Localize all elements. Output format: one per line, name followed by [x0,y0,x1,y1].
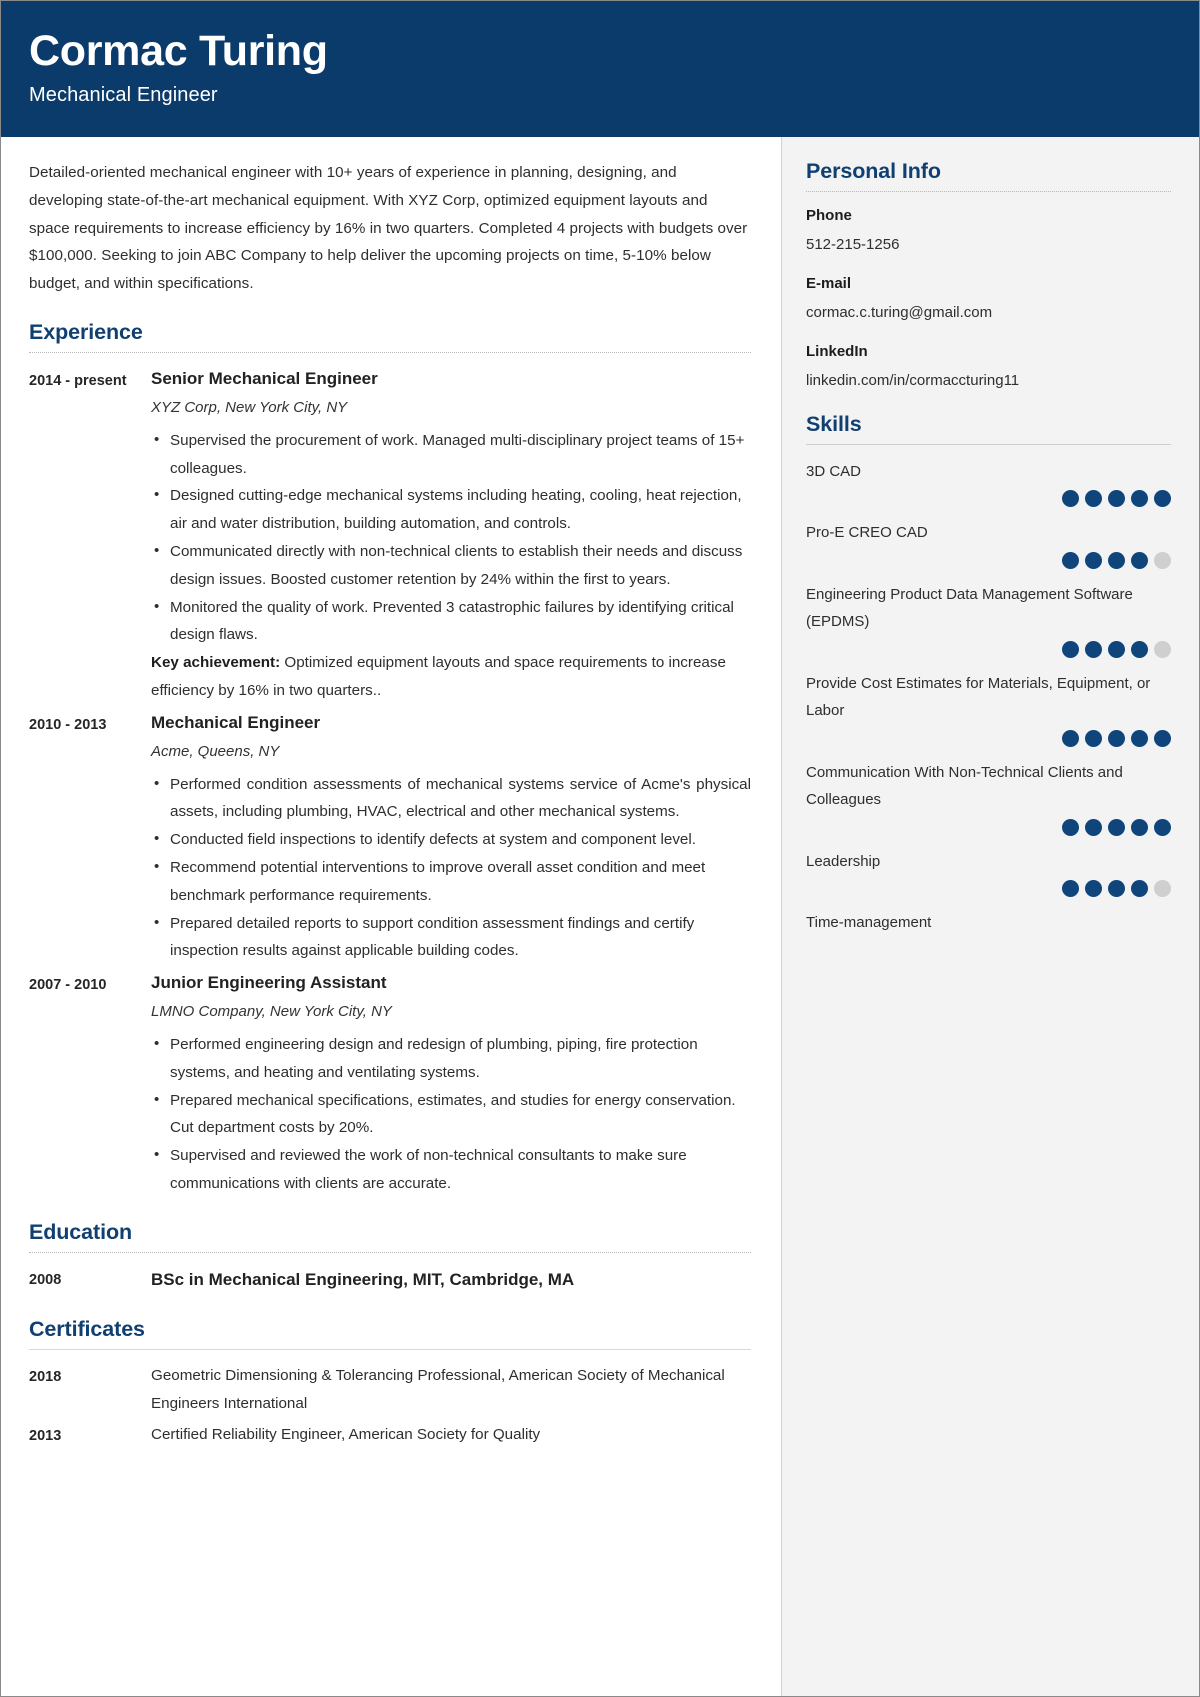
personal-info-heading: Personal Info [806,159,941,183]
skill-block [806,519,1171,568]
contact-value[interactable]: 512-215-1256 [806,235,900,253]
skill-dot-filled [1062,819,1079,836]
contact-label: E-mail [806,275,852,292]
experience-heading: Experience [29,320,143,345]
certificate-entry [29,1362,751,1418]
resume-header [1,1,1199,137]
experience-company: Acme, Queens, NY [151,743,280,761]
experience-job-title: Junior Engineering Assistant [151,973,387,993]
skill-dot-filled [1108,641,1125,658]
skill-dot-empty [1154,880,1171,897]
education-divider [29,1252,751,1253]
skill-name: Provide Cost Estimates for Materials, Equipment, or Labor [806,674,1151,720]
skill-dot-filled [1062,490,1079,507]
skills-divider [806,444,1171,445]
contact-label: Phone [806,207,852,224]
skill-rating-dots [806,552,1171,569]
experience-bullet: • Designed cutting-edge mechanical systems including heating, cooling, heat rejection, air and water distribution, building automation, and controls. [151,482,751,538]
key-achievement-text: Optimized equipment layouts and space requirements to increase efficiency by 16% in two quarters.. [151,654,726,700]
skill-dot-filled [1085,641,1102,658]
skills-heading: Skills [806,412,862,436]
skill-dot-filled [1062,641,1079,658]
skill-name: Communication With Non-Technical Clients and Colleagues [806,763,1123,809]
skill-dot-filled [1131,490,1148,507]
experience-company: XYZ Corp, New York City, NY [151,399,348,417]
education-year: 2008 [29,1271,62,1288]
skill-dot-empty [1154,552,1171,569]
skill-dot-filled [1085,490,1102,507]
education-degree: BSc in Mechanical Engineering, MIT, Cambridge, MA [151,1269,575,1289]
skill-name: Time-management [806,913,932,931]
skill-name: Engineering Product Data Management Software (EPDMS) [806,585,1133,631]
skill-dot-filled [1154,730,1171,747]
experience-entry [29,365,751,705]
skill-dot-filled [1108,880,1125,897]
skill-dot-filled [1108,730,1125,747]
skill-block [806,458,1171,507]
key-achievement [151,649,751,705]
experience-bullet: • Prepared mechanical specifications, estimates, and studies for energy conservation. Cut department costs by 20%. [151,1087,751,1143]
experience-entry [29,969,751,1198]
skill-rating-dots [806,819,1171,836]
skill-name: Leadership [806,852,881,870]
skill-dot-filled [1131,819,1148,836]
experience-list [29,365,751,1198]
experience-details [151,365,751,705]
skill-block [806,759,1171,836]
contact-value[interactable]: linkedin.com/in/cormaccturing11 [806,371,1020,389]
skill-dot-filled [1062,552,1079,569]
experience-divider [29,352,751,353]
skill-dot-filled [1062,730,1079,747]
experience-entry [29,709,751,965]
experience-bullet: • Performed condition assessments of mechanical systems service of Acme's physical assets, including plumbing, HVAC, electrical and other mechanical systems. [151,771,751,827]
experience-bullet: • Monitored the quality of work. Prevented 3 catastrophic failures by identifying critical design flaws. [151,594,751,650]
skill-block [806,670,1171,747]
personal-info-divider [806,191,1171,192]
certificate-name: Certified Reliability Engineer, American Society for Quality [151,1426,541,1444]
skill-dot-filled [1085,552,1102,569]
skill-dot-filled [1154,490,1171,507]
experience-bullet-list [151,771,751,966]
experience-dates: 2007 - 2010 [29,977,107,994]
skill-dot-filled [1085,880,1102,897]
skill-dot-filled [1131,641,1148,658]
experience-details [151,709,751,965]
experience-bullet-list [151,427,751,650]
certificates-list [29,1362,751,1451]
education-heading: Education [29,1219,133,1244]
main-column [1,137,781,1696]
skill-block [806,848,1171,897]
experience-bullet: • Prepared detailed reports to support condition assessment findings and certify inspection results against applicable building codes. [151,910,751,966]
experience-company: LMNO Company, New York City, NY [151,1003,392,1021]
experience-bullet-list [151,1031,751,1198]
professional-summary: Detailed-oriented mechanical engineer with 10+ years of experience in planning, designing, and developing state-of-the-art mechanical equipment. With XYZ Corp, optimized equipment layouts and space requirements to increase efficiency by 16% in two quarters. Completed 4 projects with budgets over $100,000. Seeking to join ABC Company to help deliver the upcoming projects on time, 5-10% below budget, and within specifications. [29,164,748,293]
skill-dot-filled [1131,552,1148,569]
skill-block [806,909,1171,936]
skill-rating-dots [806,880,1171,897]
sidebar-column [781,137,1199,1696]
experience-bullet: • Supervised the procurement of work. Managed multi-disciplinary project teams of 15+ colleagues. [151,427,751,483]
key-achievement-label: Key achievement: [151,654,281,672]
skill-dot-filled [1085,730,1102,747]
certificate-name: Geometric Dimensioning & Tolerancing Professional, American Society of Mechanical Engineers International [151,1366,725,1412]
experience-bullet: • Supervised and reviewed the work of non-technical consultants to make sure communications with clients are accurate. [151,1142,751,1198]
skill-name: Pro-E CREO CAD [806,524,928,542]
certificate-entry [29,1421,751,1451]
certificate-year: 2018 [29,1368,62,1385]
experience-dates: 2014 - present [29,373,127,390]
skill-name: 3D CAD [806,463,862,480]
education-entry [29,1265,751,1295]
skill-dot-filled [1108,819,1125,836]
certificates-heading: Certificates [29,1316,145,1341]
experience-bullet: • Recommend potential interventions to improve overall asset condition and meet benchmark performance requirements. [151,854,751,910]
candidate-name: Cormac Turing [29,27,328,75]
experience-job-title: Senior Mechanical Engineer [151,369,378,389]
experience-dates: 2010 - 2013 [29,716,107,733]
skill-dot-filled [1131,730,1148,747]
contact-label: LinkedIn [806,343,868,360]
experience-job-title: Mechanical Engineer [151,712,321,732]
experience-bullet: • Conducted field inspections to identify defects at system and component level. [151,826,751,854]
skill-dot-filled [1131,880,1148,897]
skill-rating-dots [806,641,1171,658]
contact-list [806,205,1171,392]
skill-dot-empty [1154,641,1171,658]
skill-dot-filled [1108,490,1125,507]
skill-dot-filled [1062,880,1079,897]
skill-dot-filled [1154,819,1171,836]
candidate-job-title: Mechanical Engineer [29,84,218,107]
skill-rating-dots [806,490,1171,507]
experience-bullet: • Communicated directly with non-technical clients to establish their needs and discuss design issues. Boosted customer retention by 24% within the first to years. [151,538,751,594]
resume-body [1,137,1199,1696]
certificate-year: 2013 [29,1428,62,1445]
skills-list [806,458,1171,936]
skill-dot-filled [1085,819,1102,836]
experience-bullet: • Performed engineering design and redesign of plumbing, piping, fire protection systems, and heating and ventilating systems. [151,1031,751,1087]
skill-dot-filled [1108,552,1125,569]
certificates-divider [29,1349,751,1350]
skill-rating-dots [806,730,1171,747]
contact-value[interactable]: cormac.c.turing@gmail.com [806,303,993,321]
education-list [29,1265,751,1295]
experience-details [151,969,751,1198]
skill-block [806,581,1171,658]
